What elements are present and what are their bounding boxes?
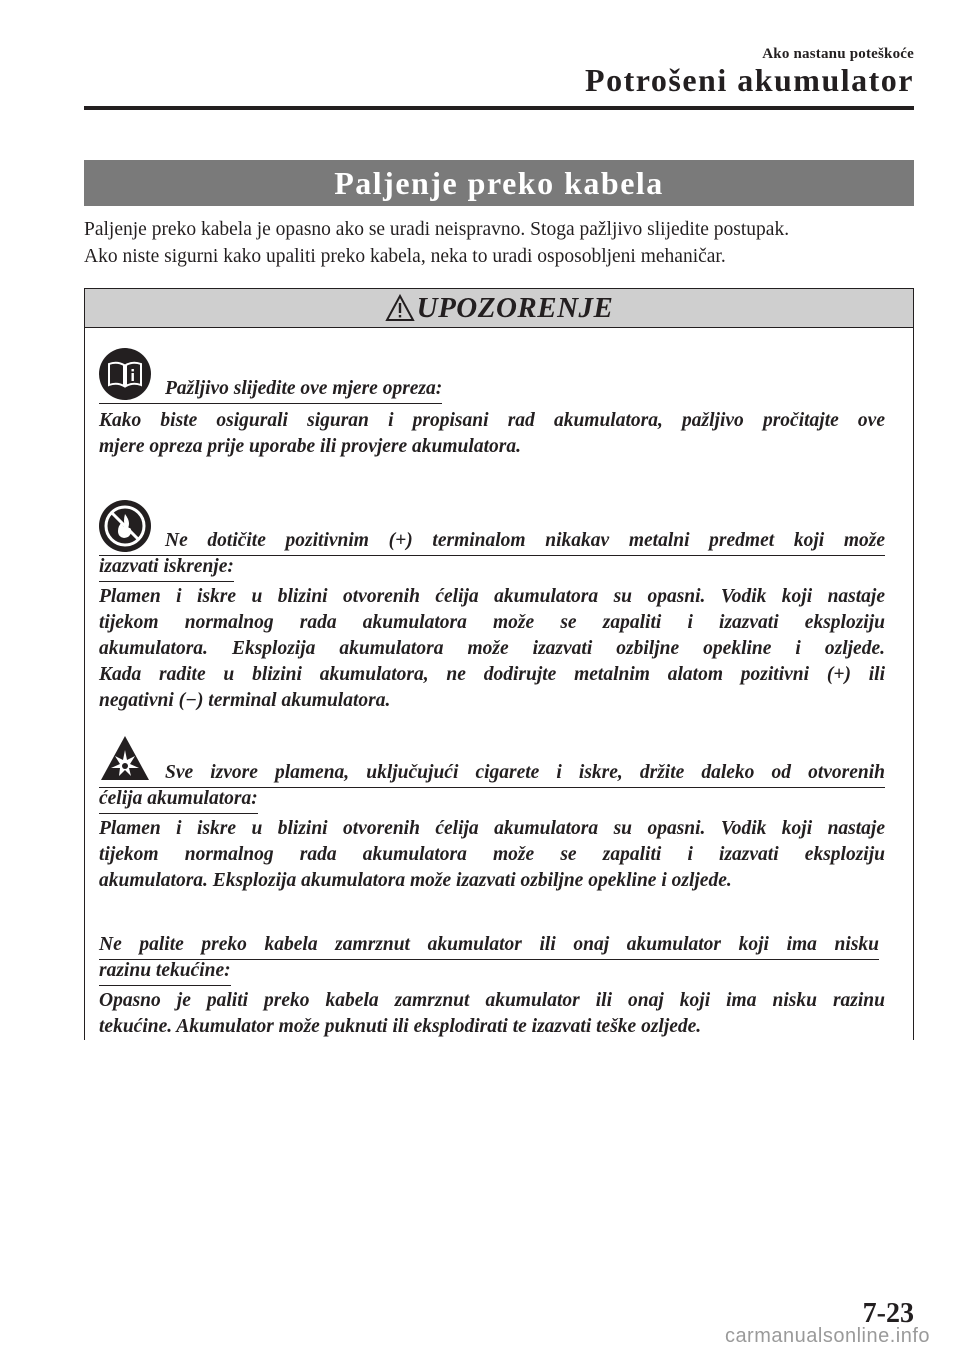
item-body-line: Kako biste osigurali siguran i propisani rad akumulatora, pažljivo pročitajte ove	[99, 410, 885, 431]
item-heading: ćelija akumulatora:	[99, 786, 258, 814]
item-body-line: Plamen i iskre u blizini otvorenih ćelija akumulatora su opasni. Vodik koji nastaje	[99, 818, 885, 839]
item-heading: Pažljivo slijedite ove mjere opreza:	[99, 376, 442, 404]
intro-line: Ako niste sigurni kako upaliti preko kabela, neka to uradi osposobljeni mehaničar.	[84, 246, 726, 267]
intro-line: Paljenje preko kabela je opasno ako se uradi neispravno. Stoga pažljivo slijedite postupak.	[84, 219, 790, 240]
page-number: 7-23	[862, 1298, 914, 1329]
page-title: Potrošeni akumulator	[585, 62, 914, 98]
warning-title: UPOZORENJE	[416, 291, 614, 324]
item-body-line: tijekom normalnog rada akumulatora može se zapaliti i izazvati eksploziju	[99, 844, 885, 865]
item-body-line: Kada radite u blizini akumulatora, ne dodirujte metalnim alatom pozitivni (+) ili	[99, 664, 885, 685]
item-body-line: Plamen i iskre u blizini otvorenih ćelija akumulatora su opasni. Vodik koji nastaje	[99, 586, 885, 607]
item-body-line: mjere opreza prije uporabe ili provjere akumulatora.	[99, 436, 521, 457]
item-heading: Sve izvore plamena, uključujući cigarete i iskre, držite daleko od otvorenih	[99, 760, 885, 788]
section-heading: Paljenje preko kabela	[84, 160, 914, 206]
item-body-line: negativni (−) terminal akumulatora.	[99, 690, 391, 711]
warning-header	[85, 288, 913, 328]
item-body-line: tijekom normalnog rada akumulatora može se zapaliti i izazvati eksploziju	[99, 612, 885, 633]
item-body-line: akumulatora. Eksplozija akumulatora može izazvati ozbiljne opekline i ozljede.	[99, 870, 732, 891]
item-heading: izazvati iskrenje:	[99, 554, 234, 582]
item-body-line: akumulatora. Eksplozija akumulatora može izazvati ozbiljne opekline i ozljede.	[99, 638, 885, 659]
header-divider	[84, 106, 914, 110]
watermark: carmanualsonline.info	[724, 1325, 930, 1347]
item-body-line: tekućine. Akumulator može puknuti ili eksplodirati te izazvati teške ozljede.	[99, 1016, 702, 1037]
item-heading: Ne dotičite pozitivnim (+) terminalom nikakav metalni predmet koji može	[99, 528, 885, 556]
item-body-line: Opasno je paliti preko kabela zamrznut akumulator ili onaj koji ima nisku razinu	[99, 990, 885, 1011]
item-heading: razinu tekućine:	[99, 958, 231, 986]
item-heading: Ne palite preko kabela zamrznut akumulator ili onaj akumulator koji ima nisku	[99, 932, 879, 960]
chapter-label: Ako nastanu poteškoće	[762, 46, 914, 62]
warning-triangle-icon	[385, 294, 415, 322]
intro-paragraph	[84, 216, 914, 270]
warning-box	[84, 288, 914, 1040]
